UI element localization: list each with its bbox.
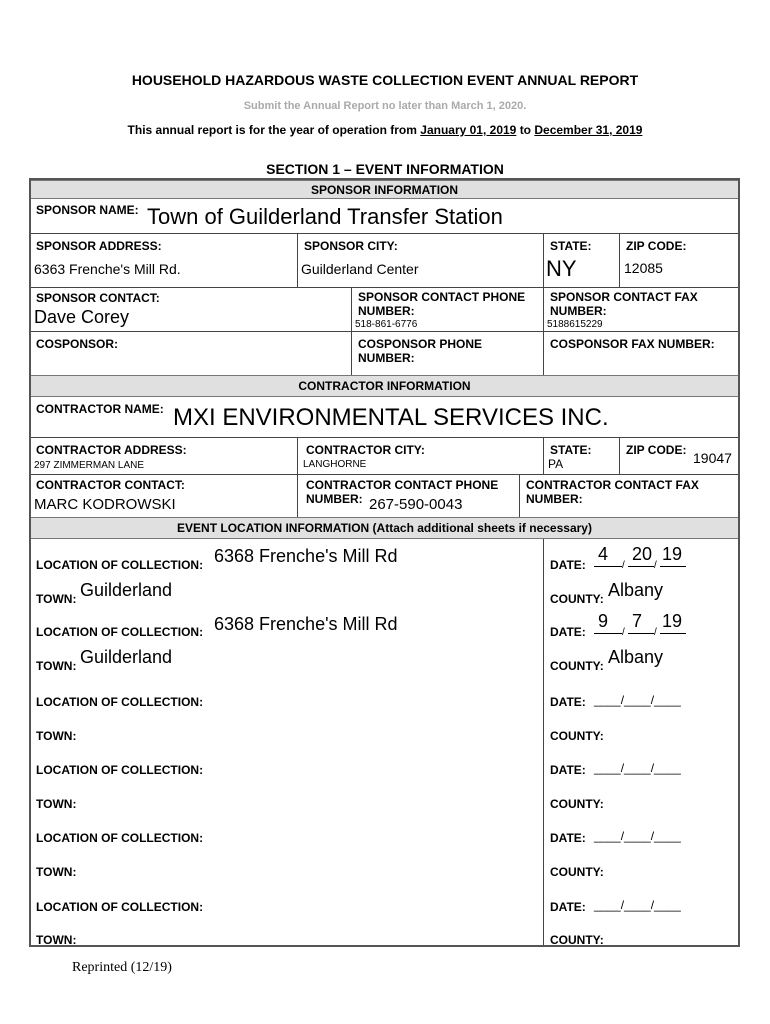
divider [519,474,520,517]
date-month: 9 [598,611,609,631]
sponsor-phone-value[interactable]: 518-861-6776 [355,319,418,330]
cosponsor-fax-label: COSPONSOR FAX NUMBER: [550,337,715,351]
date-underline [628,566,654,567]
sponsor-fax-value[interactable]: 5188615229 [547,319,603,330]
date-label: DATE: [550,625,586,639]
town-label: TOWN: [36,659,77,673]
contractor-name-label: CONTRACTOR NAME: [36,402,164,416]
cosponsor-phone-label: COSPONSOR PHONE NUMBER: [358,337,483,365]
county-value[interactable]: Albany [608,580,664,600]
county-label: COUNTY: [550,797,604,811]
blank-date-field[interactable]: ____/____/____ [594,829,681,843]
date-slash: / [622,627,625,638]
contractor-contact-value[interactable]: MARC KODROWSKI [34,496,176,513]
town-label: TOWN: [36,729,77,743]
cosponsor-label: COSPONSOR: [36,337,119,351]
date-year: 19 [662,544,683,564]
divider [543,437,544,474]
date-underline [628,633,654,634]
location-label: LOCATION OF COLLECTION: [36,625,204,639]
sponsor-fax-label: SPONSOR CONTACT FAX NUMBER: [550,290,698,318]
town-label: TOWN: [36,797,77,811]
divider [31,331,738,332]
town-value[interactable]: Guilderland [80,647,173,667]
year-start: January 01, 2019 [420,123,517,137]
date-field[interactable] [594,544,686,574]
contractor-state-value[interactable]: PA [548,457,564,471]
blank-date-field[interactable]: ____/____/____ [594,693,681,707]
sponsor-name-label: SPONSOR NAME: [36,203,139,217]
county-value[interactable]: Albany [608,647,664,667]
contractor-zip-label: ZIP CODE: [626,443,687,457]
sponsor-address-label: SPONSOR ADDRESS: [36,239,162,253]
date-day: 7 [632,611,643,631]
date-label: DATE: [550,763,586,777]
location-value[interactable]: 6368 Frenche's Mill Rd [214,614,398,634]
year-of-operation-line [0,123,770,137]
location-label: LOCATION OF COLLECTION: [36,831,204,845]
divider [297,474,298,517]
location-label: LOCATION OF COLLECTION: [36,558,204,572]
report-title: HOUSEHOLD HAZARDOUS WASTE COLLECTION EVENT ANNUAL REPORT [131,72,639,88]
date-slash: / [622,560,625,571]
divider [297,233,298,287]
town-value[interactable]: Guilderland [80,580,173,600]
reprinted-note: Reprinted (12/19) [72,960,172,975]
date-label: DATE: [550,831,586,845]
sponsor-zip-label: ZIP CODE: [626,239,687,253]
date-field[interactable] [594,611,686,641]
date-slash: / [654,560,657,571]
sponsor-contact-label: SPONSOR CONTACT: [36,291,160,305]
divider [297,437,298,474]
event-location-band: EVENT LOCATION INFORMATION (Attach additional sheets if necessary) [31,517,738,539]
year-to: to [519,123,532,137]
contractor-contact-label: CONTRACTOR CONTACT: [36,478,185,492]
contractor-fax-label: CONTRACTOR CONTACT FAX NUMBER: [526,478,699,506]
date-slash: / [654,627,657,638]
sponsor-contact-value[interactable]: Dave Corey [34,307,130,327]
town-label: TOWN: [36,865,77,879]
contractor-city-value[interactable]: LANGHORNE [303,459,367,470]
year-prefix: This annual report is for the year of operation from [127,123,417,137]
contractor-band: CONTRACTOR INFORMATION [31,375,738,397]
contractor-zip-value[interactable]: 19047 [693,450,732,466]
location-label: LOCATION OF COLLECTION: [36,763,204,777]
date-underline [594,633,622,634]
divider [543,233,544,287]
date-underline [594,566,622,567]
location-label: LOCATION OF COLLECTION: [36,900,204,914]
blank-date-field[interactable]: ____/____/____ [594,898,681,912]
sponsor-address-value[interactable]: 6363 Frenche's Mill Rd. [34,261,181,277]
contractor-phone-value[interactable]: 267-590-0043 [369,496,463,513]
section-title: SECTION 1 – EVENT INFORMATION [266,161,504,177]
sponsor-city-label: SPONSOR CITY: [304,239,398,253]
divider [619,437,620,474]
sponsor-state-value[interactable]: NY [546,256,577,281]
year-end: December 31, 2019 [534,123,643,137]
sponsor-phone-label: SPONSOR CONTACT PHONE NUMBER: [358,290,526,318]
town-label: TOWN: [36,933,77,947]
town-label: TOWN: [36,592,77,606]
county-label: COUNTY: [550,729,604,743]
contractor-address-value[interactable]: 297 ZIMMERMAN LANE [34,460,145,471]
county-label: COUNTY: [550,592,604,606]
blank-date-field[interactable]: ____/____/____ [594,761,681,775]
date-year: 19 [662,611,683,631]
location-value[interactable]: 6368 Frenche's Mill Rd [214,546,398,566]
contractor-phone-label: CONTRACTOR CONTACT PHONE NUMBER: [306,478,499,506]
sponsor-state-label: STATE: [550,239,592,253]
location-label: LOCATION OF COLLECTION: [36,695,204,709]
contractor-city-label: CONTRACTOR CITY: [306,443,425,457]
date-label: DATE: [550,558,586,572]
divider [619,233,620,287]
date-label: DATE: [550,695,586,709]
sponsor-city-value[interactable]: Guilderland Center [301,261,419,277]
sponsor-name-value[interactable]: Town of Guilderland Transfer Station [147,204,503,229]
divider [31,233,738,234]
divider [543,539,544,945]
county-label: COUNTY: [550,659,604,673]
contractor-address-label: CONTRACTOR ADDRESS: [36,443,187,457]
divider [31,287,738,288]
county-label: COUNTY: [550,865,604,879]
submit-deadline-note: Submit the Annual Report no later than March 1, 2020. [243,100,527,112]
sponsor-band: SPONSOR INFORMATION [31,180,738,199]
contractor-state-label: STATE: [550,443,592,457]
county-label: COUNTY: [550,933,604,947]
contractor-name-value[interactable]: MXI ENVIRONMENTAL SERVICES INC. [173,404,609,431]
divider [31,474,738,475]
date-underline [660,566,686,567]
date-underline [660,633,686,634]
date-month: 4 [598,544,609,564]
divider [31,437,738,438]
date-label: DATE: [550,900,586,914]
sponsor-zip-value[interactable]: 12085 [624,260,663,276]
date-day: 20 [632,544,653,564]
